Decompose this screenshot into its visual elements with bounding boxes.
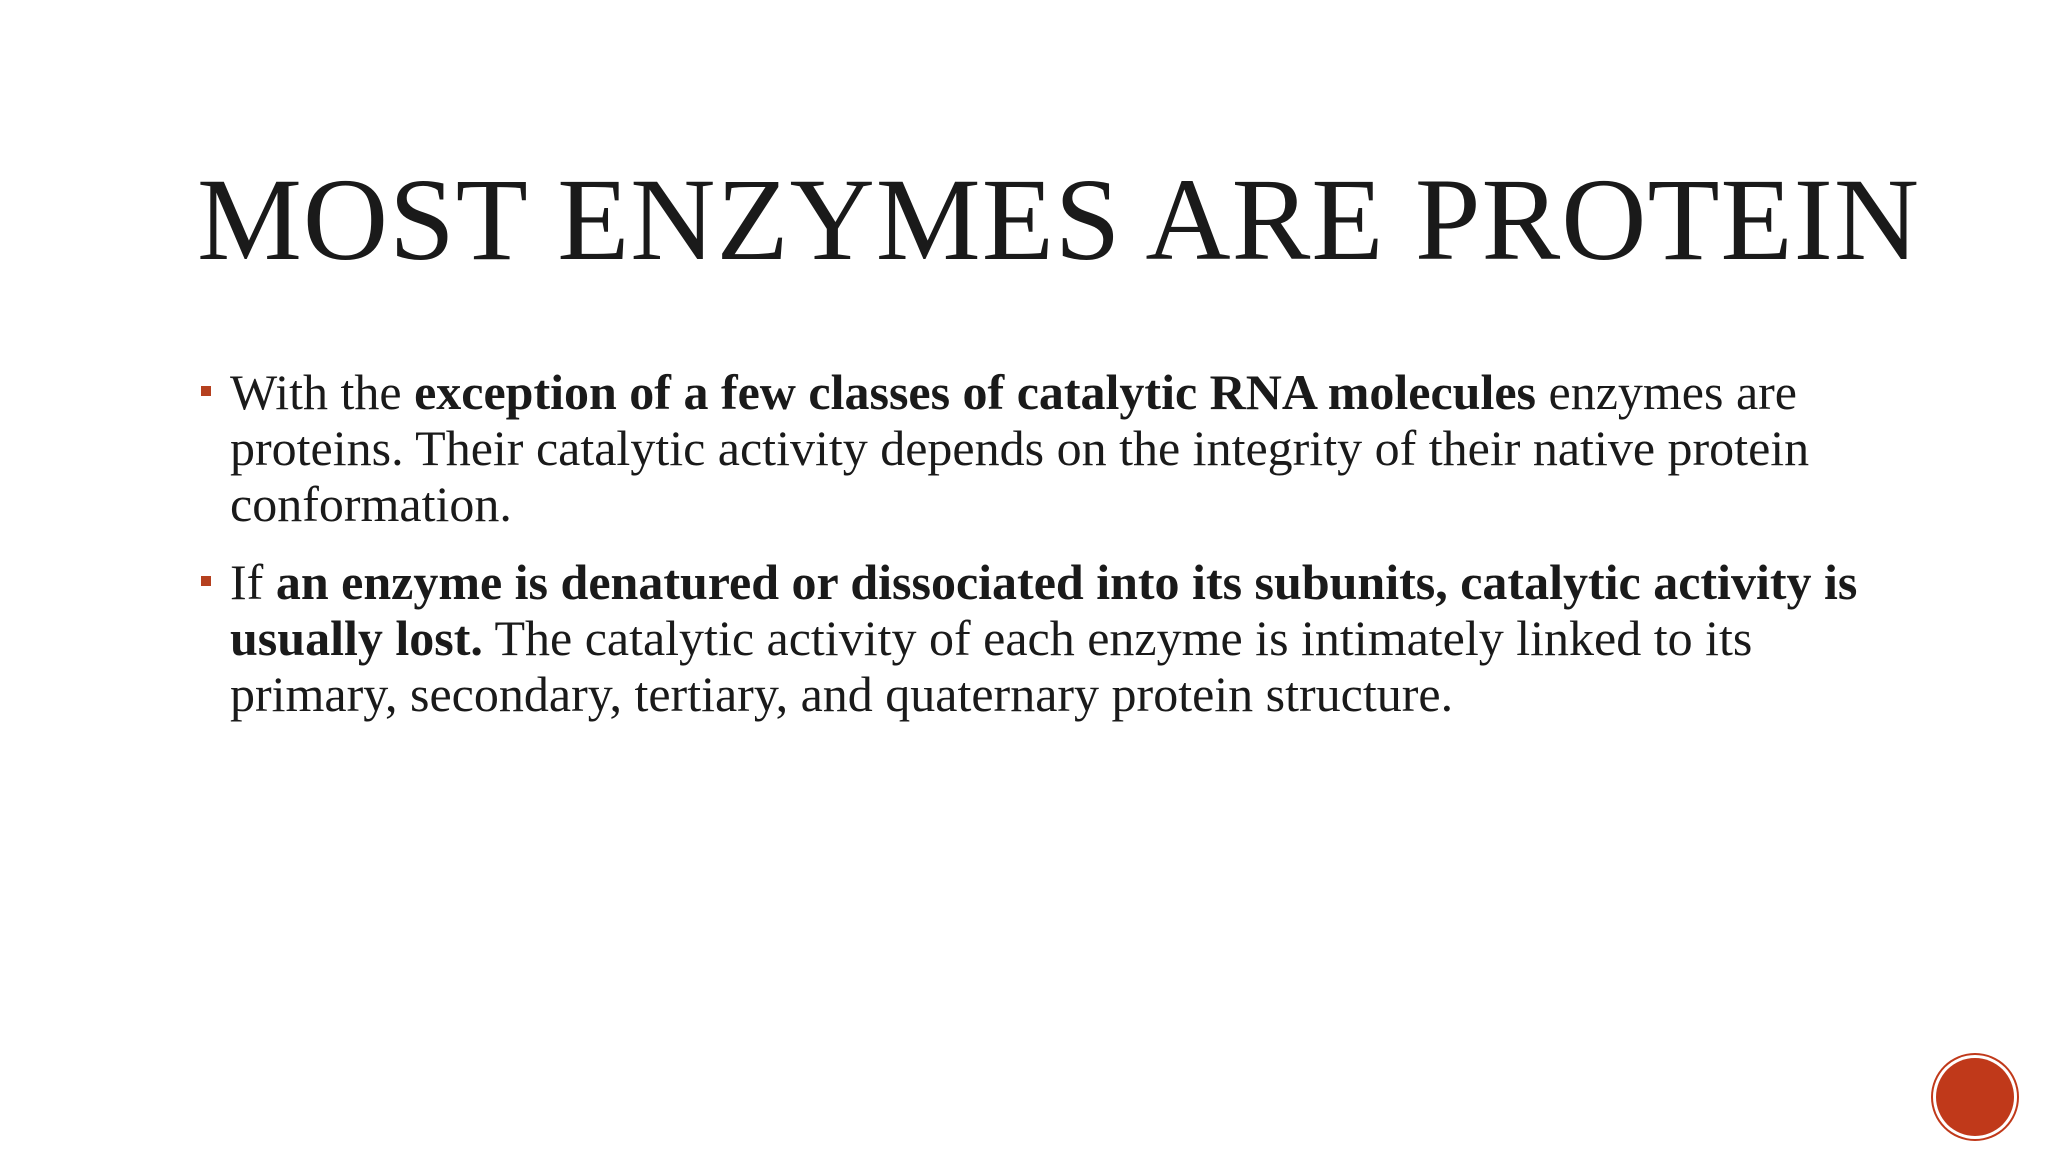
bullet-text: enzymes are proteins. Their catalytic activity depends on the integrity of their native protein conformation. <box>230 364 1810 532</box>
bullet-bold-text: an enzyme is denatured or dissociated into its subunits, catalytic activity is usually lost. <box>230 554 1858 666</box>
bullet-item <box>197 554 1877 722</box>
bullet-text: The catalytic activity of each enzyme is intimately linked to its primary, secondary, tertiary, and quaternary protein structure. <box>230 610 1753 722</box>
bullet-bold-text: exception of a few classes of catalytic RNA molecules <box>414 364 1537 420</box>
circle-nav-icon[interactable] <box>1936 1058 2014 1136</box>
square-bullet-icon <box>201 386 211 396</box>
bullet-list <box>197 364 1877 744</box>
bullet-text: With the <box>230 364 415 420</box>
bullet-item <box>197 364 1877 532</box>
bullet-text: If <box>230 554 276 610</box>
square-bullet-icon <box>201 576 211 586</box>
slide-title: MOST ENZYMES ARE PROTEIN <box>197 154 1921 285</box>
